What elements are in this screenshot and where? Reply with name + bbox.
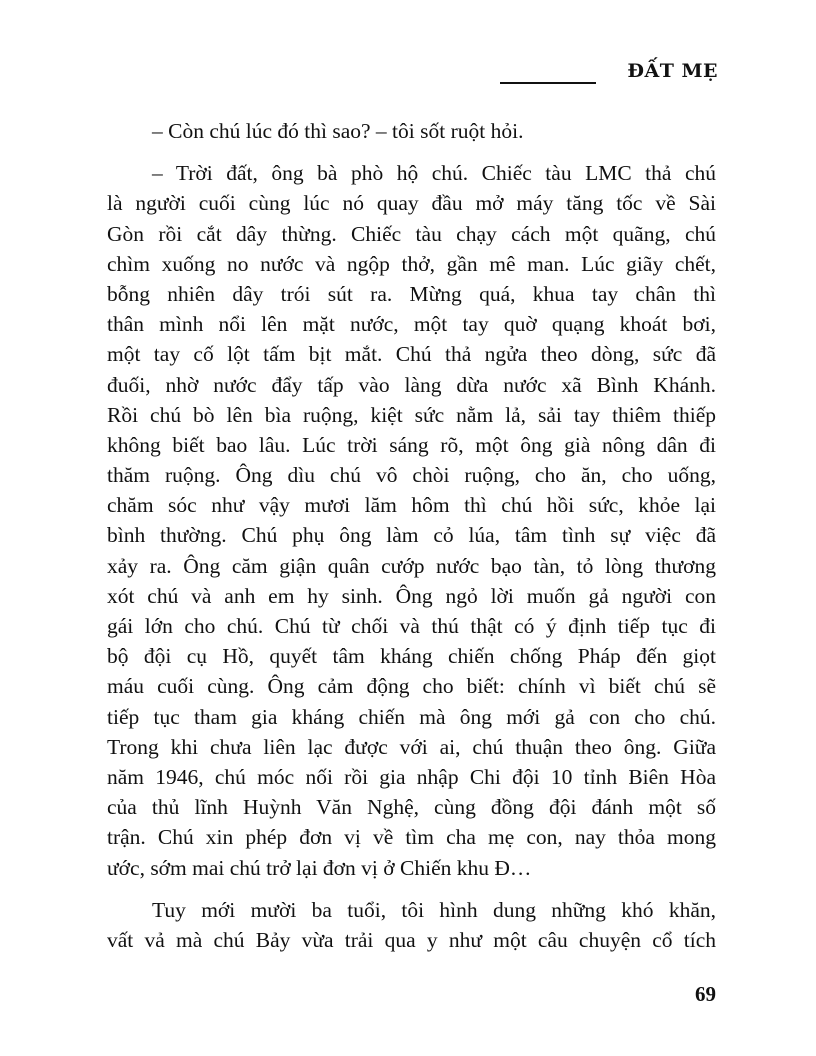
paragraph <box>107 158 716 883</box>
text-line: bình thường. Chú phụ ông làm cỏ lúa, tâm tình sự việc đã <box>107 523 716 548</box>
text-line: của thủ lĩnh Huỳnh Văn Nghệ, cùng đồng đội đánh một số <box>107 795 716 820</box>
running-header <box>500 60 718 88</box>
text-line: Trong khi chưa liên lạc được với ai, chú thuận theo ông. Giữa <box>107 734 716 759</box>
body-text <box>107 116 716 955</box>
paragraph <box>107 116 716 146</box>
page-number: 69 <box>695 982 716 1006</box>
text-line: ước, sớm mai chú trở lại đơn vị ở Chiến khu Đ… <box>107 855 532 880</box>
text-line: không biết bao lâu. Lúc trời sáng rõ, một ông già nông dân đi <box>107 432 716 457</box>
text-line: là người cuối cùng lúc nó quay đầu mở máy tăng tốc về Sài <box>107 191 716 216</box>
text-line: trận. Chú xin phép đơn vị về tìm cha mẹ con, nay thỏa mong <box>107 825 716 850</box>
text-line: thân mình nổi lên mặt nước, một tay quờ quạng khoát bơi, <box>107 312 716 337</box>
header-rule <box>500 82 596 84</box>
text-line: một tay cố lột tấm bịt mắt. Chú thả ngửa theo dòng, sức đã <box>107 342 716 367</box>
text-line: Tuy mới mười ba tuổi, tôi hình dung những khó khăn, <box>152 897 716 922</box>
text-line: chìm xuống no nước và ngộp thở, gần mê man. Lúc giãy chết, <box>107 251 716 276</box>
text-line: vất vả mà chú Bảy vừa trải qua y như một câu chuyện cổ tích <box>107 927 716 952</box>
text-line: chăm sóc như vậy mươi lăm hôm thì chú hồi sức, khỏe lại <box>107 493 716 518</box>
text-line: bỗng nhiên dây trói sút ra. Mừng quá, khua tay chân thì <box>107 281 716 306</box>
text-line: Gòn rồi cắt dây thừng. Chiếc tàu chạy cách một quãng, chú <box>107 221 716 246</box>
text-line: xảy ra. Ông căm giận quân cướp nước bạo tàn, tỏ lòng thương <box>107 553 716 578</box>
text-line: xót chú và anh em hy sinh. Ông ngỏ lời muốn gả người con <box>107 583 716 608</box>
text-line: thăm ruộng. Ông dìu chú vô chòi ruộng, cho ăn, cho uống, <box>107 463 716 488</box>
text-line: gái lớn cho chú. Chú từ chối và thú thật có ý định tiếp tục đi <box>107 614 716 638</box>
text-line: đuối, nhờ nước đẩy tấp vào làng dừa nước xã Bình Khánh. <box>107 372 716 397</box>
running-title: ĐẤT MẸ <box>627 60 718 82</box>
text-line: máu cuối cùng. Ông cảm động cho biết: chính vì biết chú sẽ <box>107 674 716 699</box>
text-line: – Còn chú lúc đó thì sao? – tôi sốt ruột hỏi. <box>152 119 524 143</box>
text-line: – Trời đất, ông bà phò hộ chú. Chiếc tàu LMC thả chú <box>152 161 716 186</box>
text-line: bộ đội cụ Hồ, quyết tâm kháng chiến chống Pháp đến giọt <box>107 644 716 669</box>
paragraph <box>107 895 716 955</box>
text-line: năm 1946, chú móc nối rồi gia nhập Chi đội 10 tỉnh Biên Hòa <box>107 764 716 789</box>
text-line: Rồi chú bò lên bìa ruộng, kiệt sức nằm lả, sải tay thiêm thiếp <box>107 402 716 427</box>
text-line: tiếp tục tham gia kháng chiến mà ông mới gả con cho chú. <box>107 704 716 729</box>
